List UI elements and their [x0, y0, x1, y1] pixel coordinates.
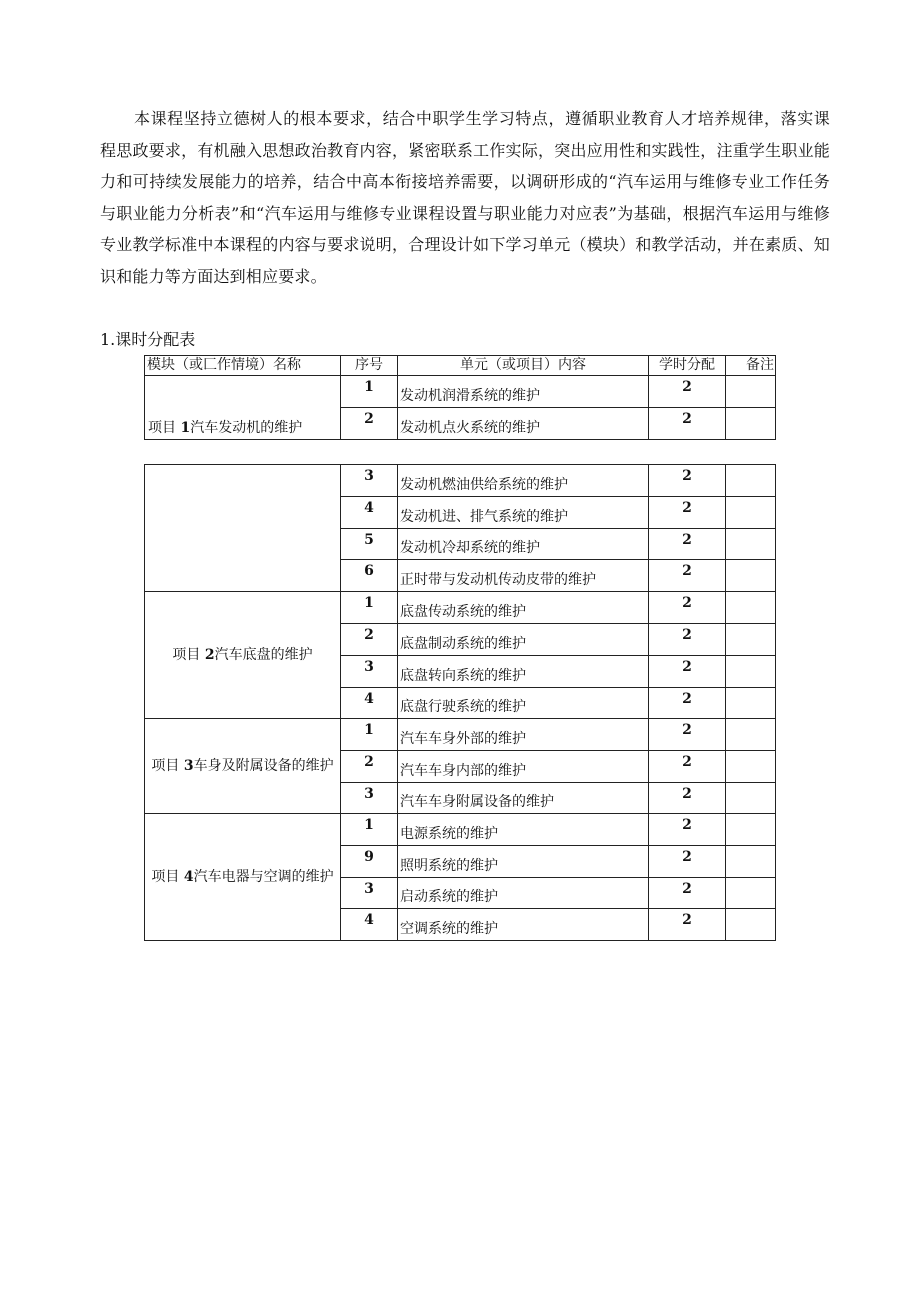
note-cell — [726, 909, 776, 941]
hours-cell: 2 — [649, 909, 726, 941]
hours-cell: 2 — [649, 560, 726, 592]
table-row — [145, 814, 776, 846]
note-cell — [726, 656, 776, 688]
header-note: 备注 — [726, 356, 776, 376]
header-hours: 学时分配 — [649, 356, 726, 376]
hours-table-part-2 — [144, 464, 776, 941]
seq-cell: 2 — [341, 751, 398, 783]
hours-table-part-1 — [144, 355, 776, 440]
unit-cell: 发动机燃油供给系统的维护 — [398, 465, 649, 497]
hours-cell: 2 — [649, 497, 726, 529]
hours-cell: 2 — [649, 878, 726, 909]
hours-cell: 2 — [649, 719, 726, 751]
unit-cell: 底盘转向系统的维护 — [398, 656, 649, 688]
unit-cell: 照明系统的维护 — [398, 846, 649, 878]
note-cell — [726, 814, 776, 846]
hours-cell: 2 — [649, 624, 726, 656]
note-cell — [726, 408, 776, 440]
seq-cell: 1 — [341, 814, 398, 846]
header-module: 模块（或匚作情境）名称 — [145, 356, 341, 376]
note-cell — [726, 846, 776, 878]
seq-cell: 3 — [341, 783, 398, 814]
note-cell — [726, 624, 776, 656]
unit-cell: 电源系统的维护 — [398, 814, 649, 846]
unit-cell: 发动机冷却系统的维护 — [398, 529, 649, 560]
unit-cell: 启动系统的维护 — [398, 878, 649, 909]
hours-cell: 2 — [649, 529, 726, 560]
seq-cell: 5 — [341, 529, 398, 560]
table-row — [145, 465, 776, 497]
unit-cell: 汽车车身外部的维护 — [398, 719, 649, 751]
unit-cell: 底盘制动系统的维护 — [398, 624, 649, 656]
note-cell — [726, 783, 776, 814]
seq-cell: 4 — [341, 909, 398, 941]
hours-cell: 2 — [649, 656, 726, 688]
unit-cell: 发动机进、排气系统的维护 — [398, 497, 649, 529]
hours-cell: 2 — [649, 688, 726, 719]
table-row — [145, 376, 776, 408]
seq-cell: 9 — [341, 846, 398, 878]
table-row — [145, 592, 776, 624]
unit-cell: 发动机润滑系统的维护 — [398, 376, 649, 408]
unit-cell: 发动机点火系统的维护 — [398, 408, 649, 440]
hours-cell: 2 — [649, 751, 726, 783]
unit-cell: 空调系统的维护 — [398, 909, 649, 941]
module-2-cell: 项目 2汽车底盘的维护 — [145, 592, 341, 719]
hours-cell: 2 — [649, 465, 726, 497]
unit-cell: 底盘行驶系统的维护 — [398, 688, 649, 719]
unit-cell: 汽车车身内部的维护 — [398, 751, 649, 783]
seq-cell: 3 — [341, 878, 398, 909]
module-1-cell: 项目 1汽车发动机的维护 — [145, 376, 341, 440]
unit-cell: 底盘传动系统的维护 — [398, 592, 649, 624]
table-row — [145, 719, 776, 751]
note-cell — [726, 751, 776, 783]
seq-cell: 3 — [341, 465, 398, 497]
note-cell — [726, 719, 776, 751]
note-cell — [726, 497, 776, 529]
seq-cell: 3 — [341, 656, 398, 688]
seq-cell: 1 — [341, 376, 398, 408]
table-header-row — [145, 356, 776, 376]
seq-cell: 1 — [341, 719, 398, 751]
hours-cell: 2 — [649, 783, 726, 814]
note-cell — [726, 465, 776, 497]
section-title: 1.课时分配表 — [100, 330, 196, 349]
hours-cell: 2 — [649, 376, 726, 408]
header-seq: 序号 — [341, 356, 398, 376]
seq-cell: 2 — [341, 624, 398, 656]
hours-cell: 2 — [649, 814, 726, 846]
note-cell — [726, 376, 776, 408]
note-cell — [726, 560, 776, 592]
hours-cell: 2 — [649, 592, 726, 624]
note-cell — [726, 592, 776, 624]
module-1-continued-cell — [145, 465, 341, 592]
module-4-cell: 项目 4汽车电器与空调的维护 — [145, 814, 341, 941]
seq-cell: 4 — [341, 688, 398, 719]
hours-cell: 2 — [649, 408, 726, 440]
unit-cell: 正时带与发动机传动皮带的维护 — [398, 560, 649, 592]
note-cell — [726, 688, 776, 719]
seq-cell: 1 — [341, 592, 398, 624]
unit-cell: 汽车车身附属设备的维护 — [398, 783, 649, 814]
seq-cell: 6 — [341, 560, 398, 592]
seq-cell: 4 — [341, 497, 398, 529]
intro-paragraph: 本课程坚持立德树人的根本要求，结合中职学生学习特点，遵循职业教育人才培养规律，落实课程思政要求，有机融入思想政治教育内容，紧密联系工作实际，突出应用性和实践性，注重学生职业能力和可持续发展能力的培养，结合中高本衔接培养需要，以调研形成的“汽车运用与维修专业工作任务与职业能力分析表”和“汽车运用与维修专业课程设置与职业能力对应表”为基础，根据汽车运用与维修专业教学标准中本课程的内容与要求说明，合理设计如下学习单元（模块）和教学活动，并在素质、知识和能力等方面达到相应要求。 — [100, 109, 830, 286]
seq-cell: 2 — [341, 408, 398, 440]
note-cell — [726, 878, 776, 909]
header-unit: 单元（或项目）内容 — [398, 356, 649, 376]
note-cell — [726, 529, 776, 560]
hours-cell: 2 — [649, 846, 726, 878]
module-3-cell: 项目 3车身及附属设备的维护 — [145, 719, 341, 814]
